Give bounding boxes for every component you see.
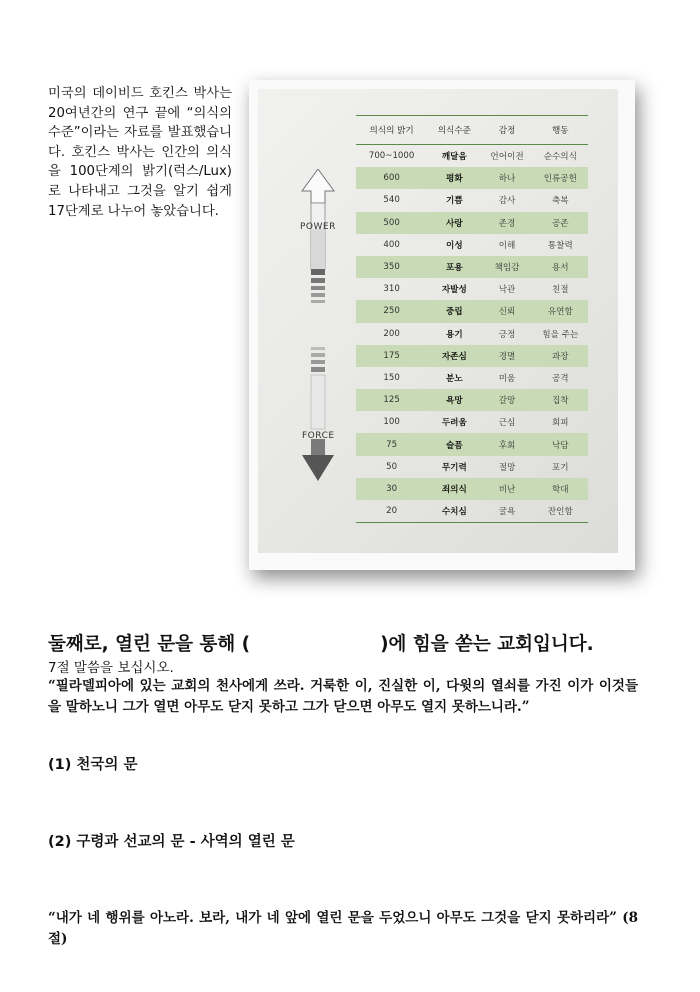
cell-brightness: 310 (383, 284, 400, 295)
cell-level: 평화 (427, 167, 481, 189)
power-label: POWER (300, 222, 336, 232)
header-emotion: 감정 (481, 116, 532, 145)
cell-level: 용기 (446, 329, 463, 340)
table-row (356, 256, 588, 278)
cell-level: 자존심 (427, 345, 481, 367)
header-level: 의식수준 (427, 116, 481, 145)
cell-emotion: 이해 (498, 240, 516, 251)
point-mission-door: (2) 구령과 선교의 문 - 사역의 열린 문 (48, 834, 295, 850)
cell-level: 무기력 (441, 462, 467, 473)
cell-brightness: 540 (383, 195, 400, 206)
cell-behavior: 공존 (533, 212, 588, 234)
cell-behavior: 포기 (552, 462, 569, 473)
cell-behavior: 순수의식 (543, 152, 577, 163)
cell-level: 사랑 (427, 212, 481, 234)
intro-text: 미국의 데이비드 호킨스 박사는 20여년간의 연구 끝에 “의식의 수준”이라는 자료를 발표했습니다. 호킨스 박사는 인간의 의식을 100단계의 밝기(럭스/Lux)로 나타내고 그것을 알기 쉽게 17단계로 나누어 놓았습니다. (48, 86, 232, 219)
cell-brightness: 20 (356, 500, 427, 523)
cell-level: 포용 (427, 256, 481, 278)
cell-level: 자발성 (441, 285, 467, 296)
table-row (356, 167, 588, 189)
heading-before: 둘째로, 열린 문을 통해 ( (48, 634, 251, 655)
cell-emotion: 절망 (498, 462, 516, 473)
cell-brightness: 250 (356, 300, 427, 322)
cell-brightness: 100 (383, 417, 400, 428)
table-row (356, 500, 588, 523)
verse-reference: 7절 말씀을 보십시오. (48, 660, 174, 676)
table-row (356, 323, 588, 345)
cell-behavior: 친절 (552, 285, 569, 296)
cell-brightness: 500 (356, 212, 427, 234)
cell-emotion: 미움 (498, 373, 516, 384)
cell-level: 분노 (446, 373, 463, 384)
heading-after: )에 힘을 쏟는 교회입니다. (380, 634, 594, 655)
header-behavior: 행동 (533, 116, 588, 145)
cell-behavior: 집착 (533, 389, 588, 411)
cell-brightness: 400 (383, 239, 400, 250)
power-force-arrow-icon (298, 169, 338, 499)
cell-brightness: 700~1000 (368, 151, 415, 162)
table-row (356, 145, 588, 168)
cell-brightness: 125 (356, 389, 427, 411)
table-row (356, 189, 588, 211)
cell-behavior: 통찰력 (547, 240, 573, 251)
cell-brightness: 600 (356, 167, 427, 189)
cell-emotion: 후회 (481, 433, 532, 455)
cell-brightness: 350 (356, 256, 427, 278)
cell-level: 수치심 (427, 500, 481, 523)
cell-brightness: 75 (356, 433, 427, 455)
cell-behavior: 학대 (533, 478, 588, 500)
cell-emotion: 존경 (481, 212, 532, 234)
cell-level: 기쁨 (446, 196, 463, 207)
consciousness-level-table (356, 115, 588, 523)
section-heading (48, 630, 648, 656)
cell-emotion: 감사 (498, 196, 516, 207)
table-header-row (356, 116, 588, 145)
cell-behavior: 회피 (552, 418, 569, 429)
cell-emotion: 긍정 (498, 329, 516, 340)
cell-emotion: 경멸 (481, 345, 532, 367)
cell-behavior: 과장 (533, 345, 588, 367)
table-row (356, 433, 588, 455)
cell-brightness: 50 (386, 461, 398, 472)
cell-behavior: 힘을 주는 (542, 329, 579, 340)
table-row (356, 345, 588, 367)
cell-emotion: 비난 (481, 478, 532, 500)
cell-behavior: 공격 (552, 373, 569, 384)
cell-emotion: 하나 (481, 167, 532, 189)
point-heaven-door: (1) 천국의 문 (48, 757, 138, 773)
cell-level: 이성 (446, 240, 463, 251)
cell-emotion: 낙관 (498, 285, 516, 296)
cell-behavior: 잔인함 (533, 500, 588, 523)
cell-emotion: 근심 (498, 418, 516, 429)
table-row (356, 234, 588, 256)
cell-emotion: 책임감 (481, 256, 532, 278)
cell-emotion: 갈망 (481, 389, 532, 411)
header-brightness: 의식의 밝기 (356, 116, 427, 145)
cell-behavior: 낙담 (533, 433, 588, 455)
cell-brightness: 150 (383, 372, 400, 383)
cell-level: 두려움 (441, 418, 467, 429)
cell-behavior: 유연함 (533, 300, 588, 322)
table-row (356, 367, 588, 389)
consciousness-chart-photo (258, 89, 618, 553)
force-label: FORCE (302, 431, 335, 441)
cell-behavior: 용서 (533, 256, 588, 278)
cell-brightness: 30 (356, 478, 427, 500)
cell-level: 욕망 (427, 389, 481, 411)
table-row (356, 212, 588, 234)
table-row (356, 389, 588, 411)
scripture-quote-2: “내가 네 행위를 아노라. 보라, 내가 네 앞에 열린 문을 두었으니 아무도 그것을 닫지 못하리라” (8절) (48, 910, 638, 947)
cell-brightness: 175 (356, 345, 427, 367)
cell-behavior: 인류공헌 (533, 167, 588, 189)
cell-behavior: 축복 (552, 196, 569, 207)
table-row (356, 300, 588, 322)
table-row (356, 478, 588, 500)
table-row (356, 411, 588, 433)
cell-emotion: 신뢰 (481, 300, 532, 322)
cell-level: 죄의식 (427, 478, 481, 500)
intro-paragraph (48, 84, 232, 221)
table-row (356, 456, 588, 478)
cell-emotion: 굴욕 (481, 500, 532, 523)
cell-level: 슬픔 (427, 433, 481, 455)
cell-emotion: 언어이전 (490, 152, 524, 163)
cell-brightness: 200 (383, 328, 400, 339)
cell-level: 깨달음 (441, 152, 467, 163)
cell-level: 중립 (427, 300, 481, 322)
scripture-quote-1: “필라델피아에 있는 교회의 천사에게 쓰라. 거룩한 이, 진실한 이, 다윗의 열쇠를 가진 이가 이것들을 말하노니 그가 열면 아무도 닫지 못하고 그가 닫으면 아무도 열지 못하느니라.” (48, 678, 638, 715)
table-row (356, 278, 588, 300)
